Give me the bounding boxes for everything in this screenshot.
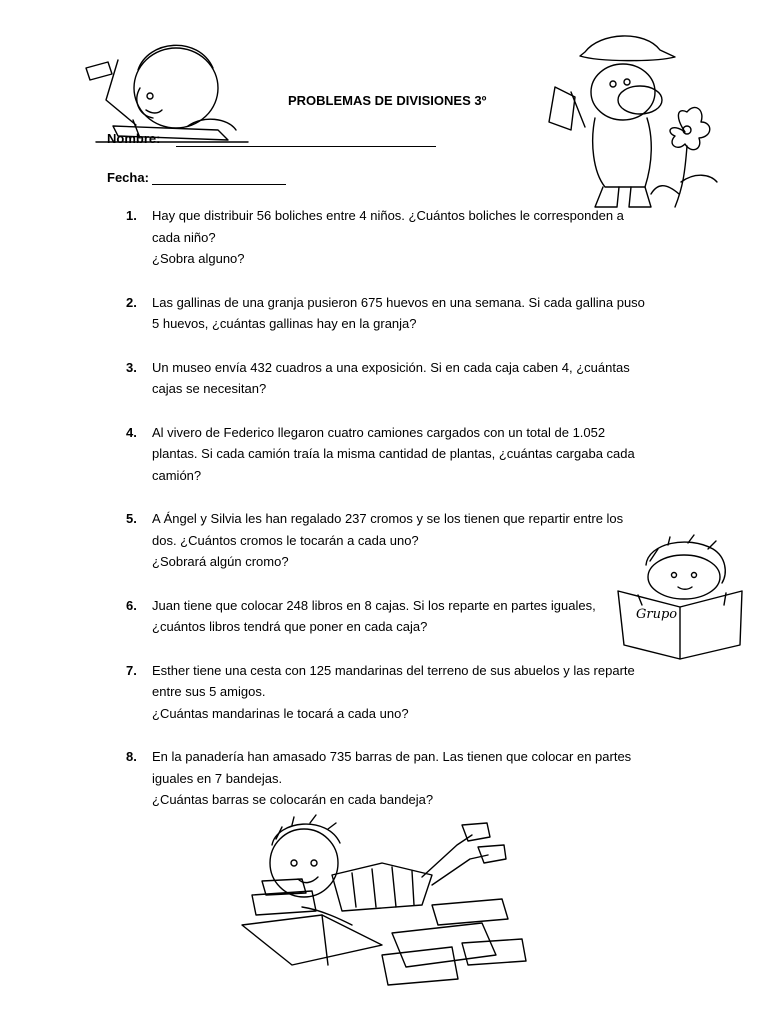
problem-item xyxy=(126,595,666,638)
date-input-line[interactable] xyxy=(152,184,286,185)
problem-text: ¿Sobra alguno? xyxy=(152,251,245,266)
problem-text: Un museo envía 432 cuadros a una exposición. Si en cada caja caben 4, ¿cuántas xyxy=(152,359,630,375)
problem-text: Esther tiene una cesta con 125 mandarinas del terreno de sus abuelos y las reparte xyxy=(152,662,635,678)
problem-text: En la panadería han amasado 735 barras de pan. Las tienen que colocar en partes xyxy=(152,749,632,764)
child-lying-reading-illustration xyxy=(232,815,532,987)
problem-text: cada niño? xyxy=(152,229,216,245)
name-label: Nombre: xyxy=(107,131,161,146)
problem-number: 2. xyxy=(126,294,137,310)
problem-number: 7. xyxy=(126,662,137,678)
problem-text: ¿cuántos libros tendrá que poner en cada caja? xyxy=(152,619,428,634)
problem-text: camión? xyxy=(152,467,202,483)
problem-text: Hay que distribuir 56 boliches entre 4 niños. ¿Cuántos boliches le corresponden a xyxy=(152,208,624,223)
problem-number: 8. xyxy=(126,749,137,764)
problem-text: ¿Sobrará algún cromo? xyxy=(152,554,289,569)
child-writing-illustration xyxy=(78,30,263,155)
problem-text: 5 huevos, ¿cuántas gallinas hay en la granja? xyxy=(152,316,417,331)
problem-text: plantas. Si cada camión traía la misma cantidad de plantas, ¿cuántas cargaba cada xyxy=(152,446,635,461)
problem-text: iguales en 7 bandejas. xyxy=(152,770,283,786)
name-input-line[interactable] xyxy=(176,146,436,147)
problem-text: cajas se necesitan? xyxy=(152,381,267,396)
problem-text: Al vivero de Federico llegaron cuatro camiones cargados con un total de 1.052 xyxy=(152,424,606,440)
problem-item xyxy=(126,205,666,270)
boy-reading-illustration xyxy=(618,535,748,663)
problem-item xyxy=(126,746,666,811)
worksheet-title: PROBLEMAS DE DIVISIONES 3º xyxy=(288,93,487,108)
problem-text: Las gallinas de una granja pusieron 675 huevos en una semana. Si cada gallina puso xyxy=(152,294,645,310)
problem-text: ¿Cuántas barras se colocarán en cada bandeja? xyxy=(152,792,434,807)
problem-text: dos. ¿Cuántos cromos le tocarán a cada uno? xyxy=(152,532,419,548)
problem-number: 6. xyxy=(126,597,137,613)
hippo-explorer-illustration xyxy=(545,22,725,212)
problem-item xyxy=(126,422,666,487)
problem-text: A Ángel y Silvia les han regalado 237 cromos y se los tienen que repartir entre los xyxy=(152,511,624,526)
problem-number: 5. xyxy=(126,511,137,526)
date-label: Fecha: xyxy=(107,170,149,185)
problem-number: 4. xyxy=(126,424,137,440)
problem-item xyxy=(126,660,666,725)
problem-text: entre sus 5 amigos. xyxy=(152,684,266,699)
problem-number: 3. xyxy=(126,359,137,375)
problem-text: ¿Cuántas mandarinas le tocará a cada uno? xyxy=(152,705,409,721)
problem-item xyxy=(126,357,666,400)
problem-number: 1. xyxy=(126,208,137,223)
problem-text: Juan tiene que colocar 248 libros en 8 cajas. Si los reparte en partes iguales, xyxy=(152,597,596,613)
problem-list xyxy=(126,205,666,811)
problem-item xyxy=(126,292,666,335)
book-cover-text: Grupo xyxy=(636,607,678,622)
problem-item xyxy=(126,508,666,573)
